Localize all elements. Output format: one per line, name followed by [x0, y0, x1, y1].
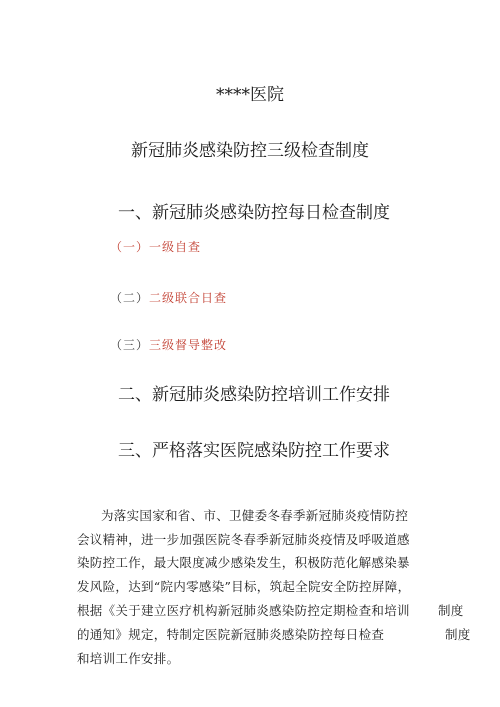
subsection-1 — [110, 239, 201, 255]
paragraph-line: 和培训工作安排。 — [77, 651, 180, 666]
subsection-3 — [110, 337, 227, 353]
subsection-2 — [110, 290, 227, 306]
subsection-label: 二级联合日查 — [149, 291, 228, 305]
document-title: 新冠肺炎感染防控三级检查制度 — [131, 141, 369, 161]
section-heading-3: 三、严格落实医院感染防控工作要求 — [118, 441, 390, 461]
section-heading-2: 二、新冠肺炎感染防控培训工作安排 — [118, 385, 390, 405]
section-heading-1: 一、新冠肺炎感染防控每日检查制度 — [118, 203, 390, 223]
subsection-label: 三级督导整改 — [149, 338, 228, 352]
paragraph-line: 为落实国家和省、市、卫健委冬春季新冠肺炎疫情防控 — [101, 508, 409, 523]
paragraph-line: 发风险，达到“院内零感染”目标，筑起全院安全防控屏障， — [77, 579, 411, 594]
subsection-number: （二） — [110, 291, 150, 305]
subsection-number: （三） — [110, 338, 150, 352]
paragraph-line: 的通知》规定，特制定医院新冠肺炎感染防控每日检查 — [77, 627, 385, 642]
paragraph-line-tail: 制度 — [445, 627, 471, 642]
paragraph-line: 染防控工作，最大限度减少感染发生，积极防范化解感染暴 — [77, 555, 410, 570]
subsection-number: （一） — [110, 240, 150, 254]
subsection-label: 一级自查 — [149, 240, 202, 254]
paragraph-line-tail: 制度 — [438, 603, 464, 618]
paragraph-line: 会议精神，进一步加强医院冬春季新冠肺炎疫情及呼吸道感 — [77, 532, 410, 547]
paragraph-line: 根据《关于建立医疗机构新冠肺炎感染防控定期检查和培训 — [77, 603, 410, 618]
hospital-name: ****医院 — [216, 85, 284, 105]
